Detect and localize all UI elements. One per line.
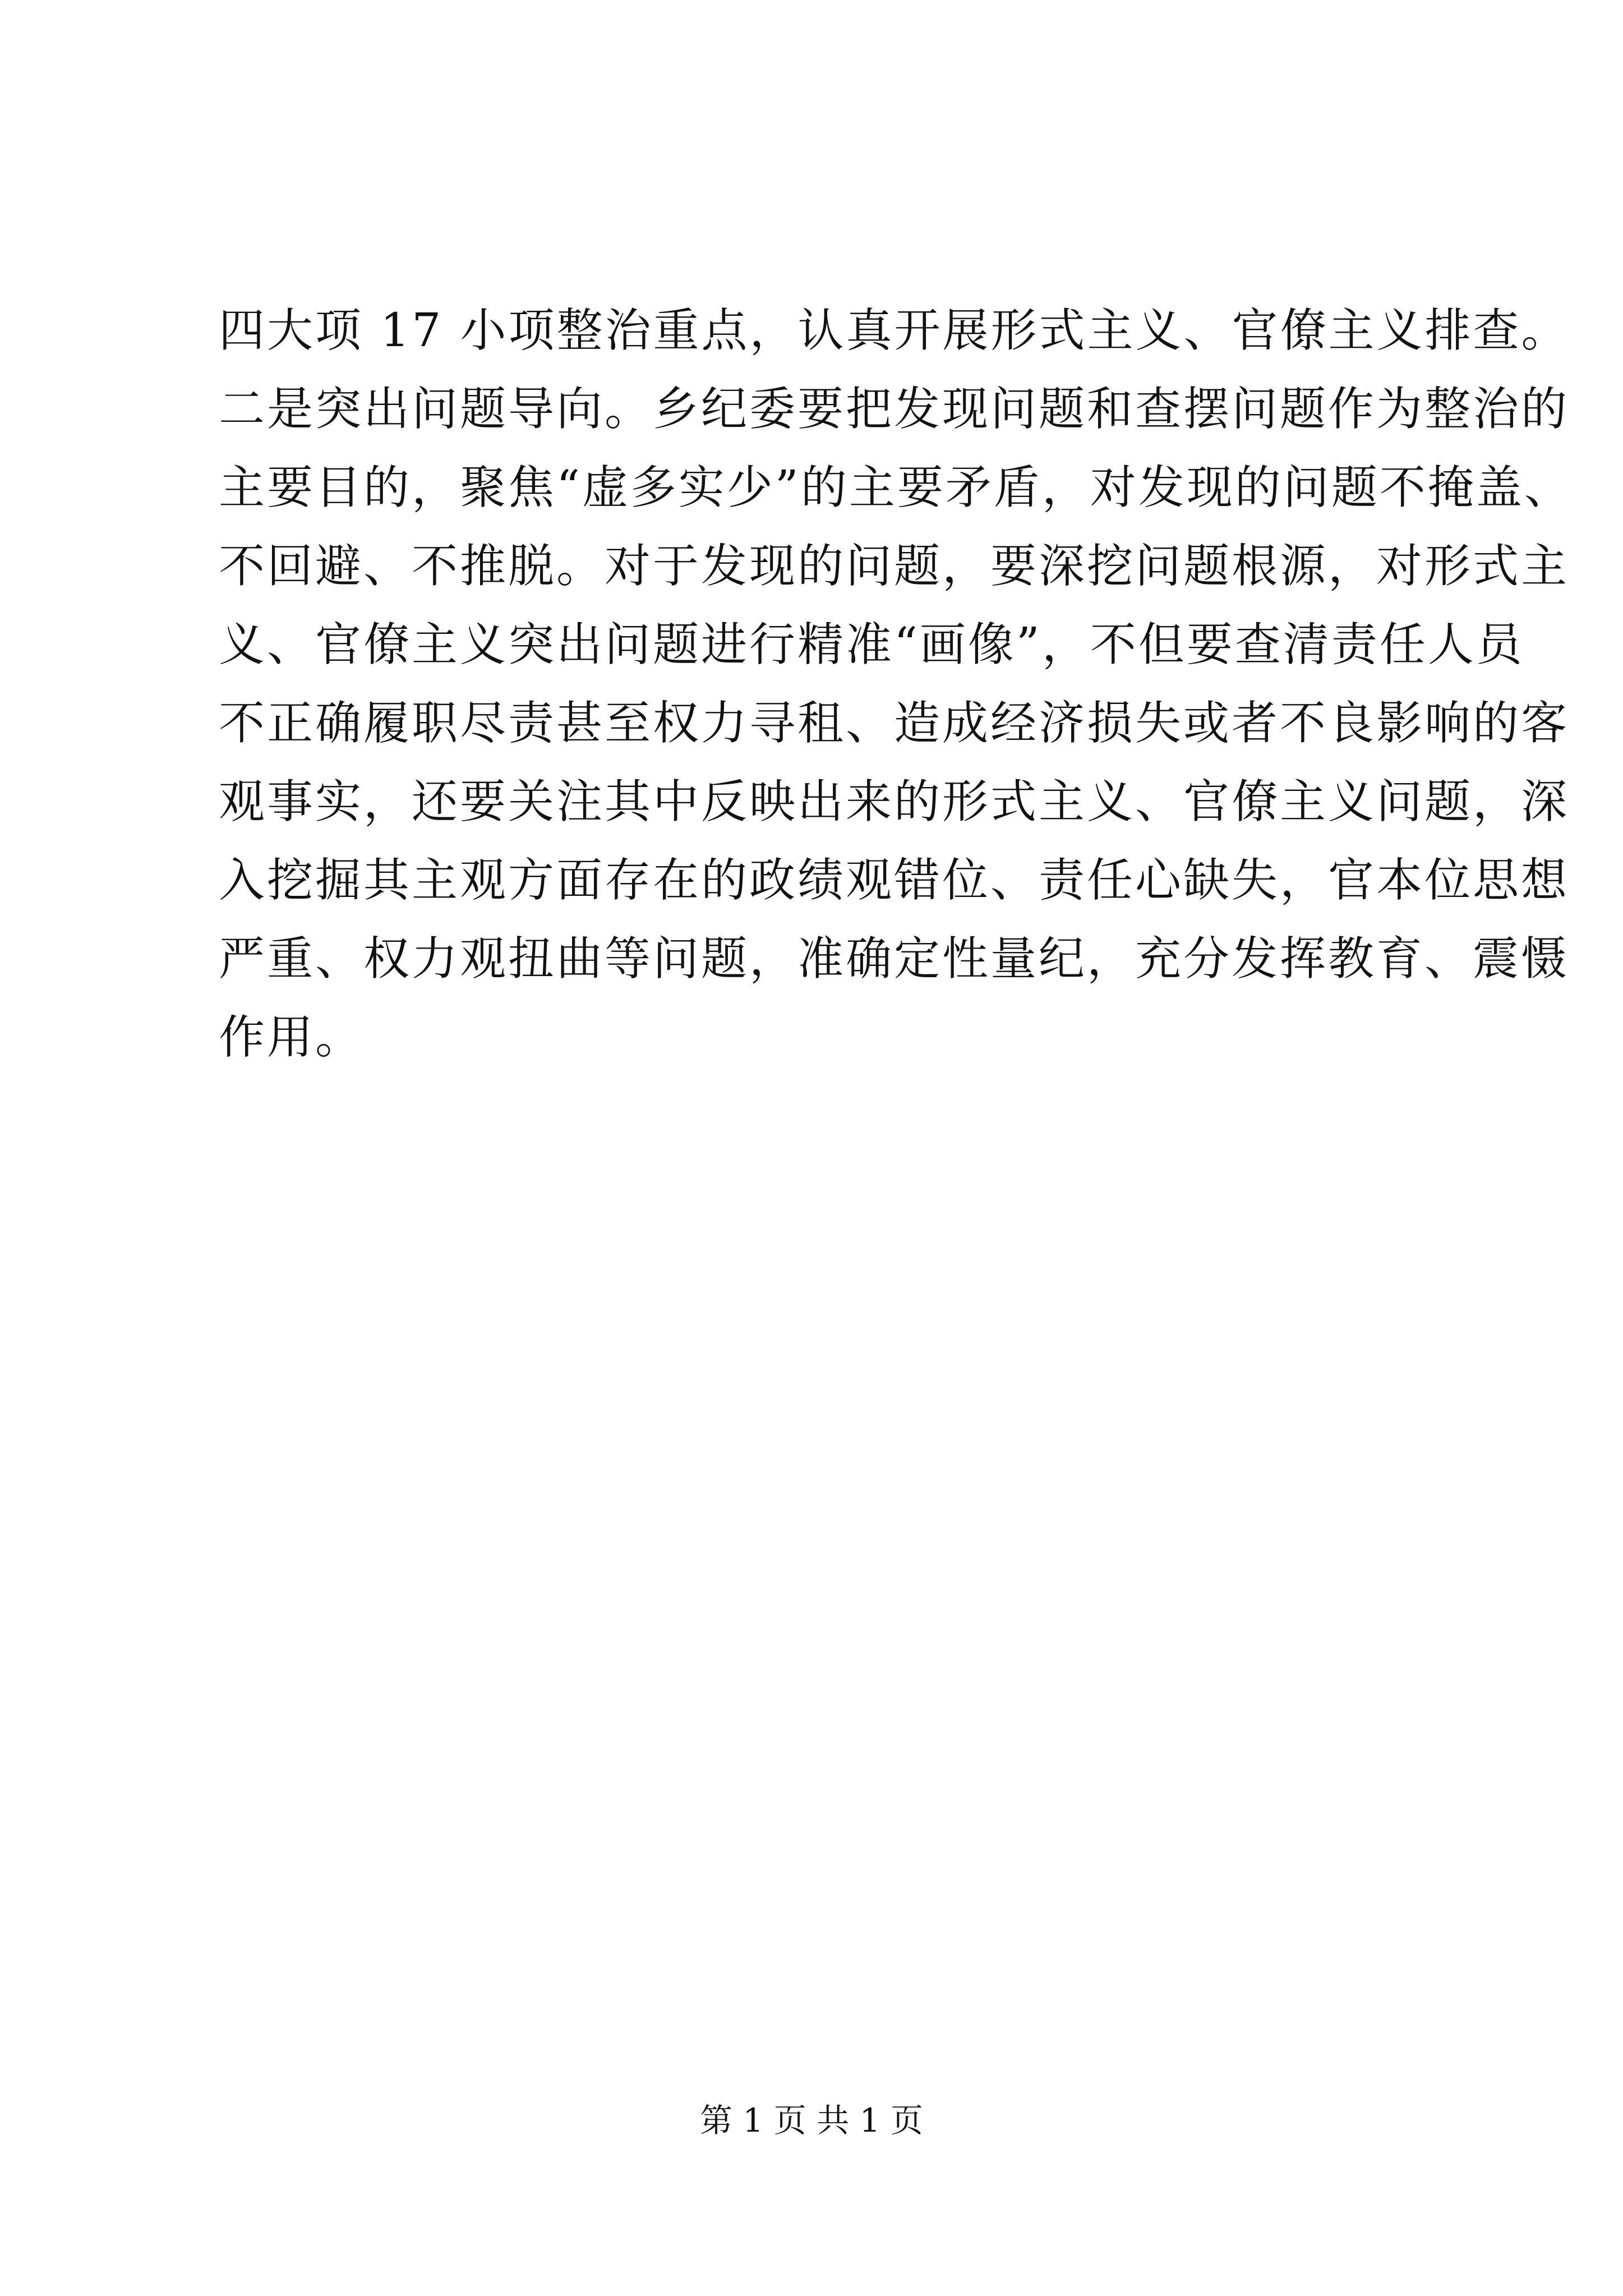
text-line: 作用。 xyxy=(219,1011,364,1064)
page-number-footer: 第 1 页 共 1 页 xyxy=(700,2101,923,2139)
text-line: 主要目的，聚焦“虚多实少”的主要矛盾，对发现的问题不掩盖、 xyxy=(219,461,1573,514)
text-line: 入挖掘其主观方面存在的政绩观错位、责任心缺失，官本位思想 xyxy=(219,854,1570,907)
text-line: 不回避、不推脱。对于发现的问题，要深挖问题根源，对形式主 xyxy=(219,540,1570,593)
text-line: 义、官僚主义突出问题进行精准“画像”，不但要查清责任人员 xyxy=(219,618,1524,671)
text-line: 二是突出问题导向。乡纪委要把发现问题和查摆问题作为整治的 xyxy=(219,383,1570,436)
text-line: 不正确履职尽责甚至权力寻租、造成经济损失或者不良影响的客 xyxy=(219,697,1570,750)
text-line: 严重、权力观扭曲等问题，准确定性量纪，充分发挥教育、震慑 xyxy=(219,932,1570,986)
text-line: 四大项 17 小项整治重点，认真开展形式主义、官僚主义排查。 xyxy=(219,304,1570,357)
text-line: 观事实，还要关注其中反映出来的形式主义、官僚主义问题，深 xyxy=(219,775,1570,829)
